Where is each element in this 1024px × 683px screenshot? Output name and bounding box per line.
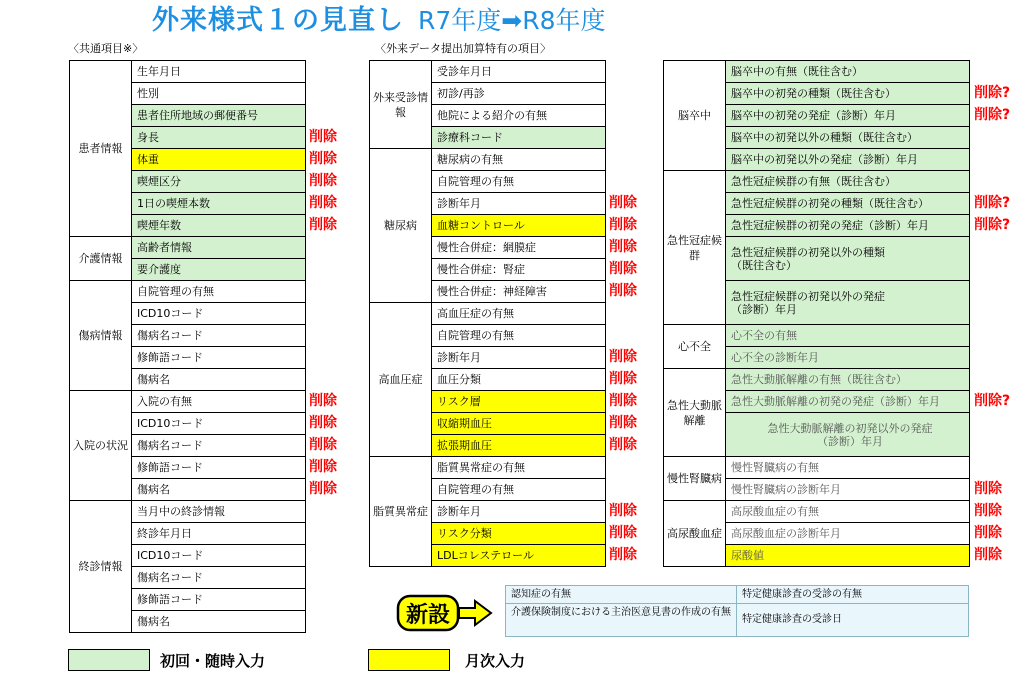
item-cell: 初診/再診 bbox=[432, 83, 606, 105]
table-row bbox=[70, 281, 306, 303]
table-row bbox=[370, 149, 606, 171]
table-row bbox=[370, 303, 606, 325]
item-cell: ICD10コード bbox=[132, 545, 306, 567]
common-items-table bbox=[69, 60, 306, 633]
delete-mark: 削除 bbox=[974, 481, 1002, 497]
category-cell: 心不全 bbox=[664, 325, 726, 369]
delete-mark: 削除 bbox=[609, 349, 637, 365]
item-cell: 修飾語コード bbox=[132, 457, 306, 479]
new-items-box bbox=[505, 585, 969, 637]
table-row bbox=[370, 61, 606, 83]
delete-mark: 削除 bbox=[609, 393, 637, 409]
item-cell: 1日の喫煙本数 bbox=[132, 193, 306, 215]
table-row bbox=[664, 369, 970, 391]
additional-items-table bbox=[369, 60, 606, 567]
item-cell: 急性冠症候群の初発以外の発症 （診断）年月 bbox=[726, 281, 970, 325]
item-cell: 要介護度 bbox=[132, 259, 306, 281]
delete-mark: 削除 bbox=[974, 503, 1002, 519]
item-cell: 体重 bbox=[132, 149, 306, 171]
title-sub: R7年度➡R8年度 bbox=[418, 6, 606, 35]
item-cell: 他院による紹介の有無 bbox=[432, 105, 606, 127]
category-cell: 終診情報 bbox=[70, 501, 132, 633]
item-cell: 修飾語コード bbox=[132, 589, 306, 611]
item-cell: 血糖コントロール bbox=[432, 215, 606, 237]
delete-mark: 削除 bbox=[309, 415, 337, 431]
legend-yellow-swatch bbox=[368, 649, 450, 671]
delete-mark: 削除? bbox=[974, 393, 1011, 409]
delete-mark: 削除 bbox=[609, 503, 637, 519]
new-badge bbox=[395, 592, 495, 636]
category-cell: 急性冠症候群 bbox=[664, 171, 726, 325]
delete-mark: 削除 bbox=[609, 239, 637, 255]
category-cell: 外来受診情報 bbox=[370, 61, 432, 149]
item-cell: 傷病名コード bbox=[132, 435, 306, 457]
item-cell: 脳卒中の有無（既往含む） bbox=[726, 61, 970, 83]
category-cell: 介護情報 bbox=[70, 237, 132, 281]
table-row bbox=[664, 171, 970, 193]
item-cell: 診断年月 bbox=[432, 501, 606, 523]
item-cell: 慢性合併症：腎症 bbox=[432, 259, 606, 281]
category-cell: 糖尿病 bbox=[370, 149, 432, 303]
item-cell: 傷病名 bbox=[132, 479, 306, 501]
item-cell: 急性大動脈解離の有無（既往含む） bbox=[726, 369, 970, 391]
item-cell: 喫煙年数 bbox=[132, 215, 306, 237]
delete-mark: 削除 bbox=[309, 151, 337, 167]
item-cell: 心不全の有無 bbox=[726, 325, 970, 347]
delete-mark: 削除 bbox=[609, 437, 637, 453]
category-cell: 脂質異常症 bbox=[370, 457, 432, 567]
item-cell: 入院の有無 bbox=[132, 391, 306, 413]
delete-mark: 削除 bbox=[609, 217, 637, 233]
item-cell: 急性大動脈解離の初発以外の発症 （診断）年月 bbox=[726, 413, 970, 457]
legend-yellow-label: 月次入力 bbox=[465, 652, 526, 670]
item-cell: 糖尿病の有無 bbox=[432, 149, 606, 171]
delete-mark: 削除 bbox=[974, 547, 1002, 563]
new-badge-text: 新設 bbox=[405, 603, 451, 628]
item-cell: 急性冠症候群の初発の種類（既往含む） bbox=[726, 193, 970, 215]
delete-mark: 削除 bbox=[309, 437, 337, 453]
item-cell: 傷病名 bbox=[132, 369, 306, 391]
delete-mark: 削除 bbox=[309, 129, 337, 145]
table-row bbox=[70, 501, 306, 523]
category-cell: 入院の状況 bbox=[70, 391, 132, 501]
item-cell: 脳卒中の初発の発症（診断）年月 bbox=[726, 105, 970, 127]
item-cell: 脂質異常症の有無 bbox=[432, 457, 606, 479]
table-row bbox=[664, 501, 970, 523]
item-cell: 拡張期血圧 bbox=[432, 435, 606, 457]
delete-mark: 削除 bbox=[609, 261, 637, 277]
delete-mark: 削除 bbox=[609, 525, 637, 541]
item-cell: 慢性合併症：神経障害 bbox=[432, 281, 606, 303]
item-cell: 自院管理の有無 bbox=[132, 281, 306, 303]
item-cell: 終診年月日 bbox=[132, 523, 306, 545]
delete-mark: 削除 bbox=[609, 283, 637, 299]
item-cell: 自院管理の有無 bbox=[432, 171, 606, 193]
item-cell: 診断年月 bbox=[432, 347, 606, 369]
delete-mark: 削除 bbox=[609, 415, 637, 431]
item-cell: 診断年月 bbox=[432, 193, 606, 215]
item-cell: 傷病名コード bbox=[132, 325, 306, 347]
item-cell: 脳卒中の初発以外の発症（診断）年月 bbox=[726, 149, 970, 171]
item-cell: 慢性腎臓病の有無 bbox=[726, 457, 970, 479]
disease-items-table bbox=[663, 60, 970, 567]
item-cell: ICD10コード bbox=[132, 413, 306, 435]
item-cell: 自院管理の有無 bbox=[432, 479, 606, 501]
title-main: 外来様式１の見直し bbox=[152, 5, 404, 36]
item-cell: 喫煙区分 bbox=[132, 171, 306, 193]
page-title bbox=[152, 4, 606, 38]
category-cell: 患者情報 bbox=[70, 61, 132, 237]
item-cell: 傷病名コード bbox=[132, 567, 306, 589]
table-row bbox=[664, 325, 970, 347]
item-cell: 診療科コード bbox=[432, 127, 606, 149]
delete-mark: 削除? bbox=[974, 107, 1011, 123]
item-cell: 慢性合併症：網膜症 bbox=[432, 237, 606, 259]
item-cell: 急性冠症候群の有無（既往含む） bbox=[726, 171, 970, 193]
item-cell: 当月中の終診情報 bbox=[132, 501, 306, 523]
item-cell: 修飾語コード bbox=[132, 347, 306, 369]
caption-additional: 〈外来データ提出加算特有の項目〉 bbox=[375, 42, 551, 55]
item-cell: 高血圧症の有無 bbox=[432, 303, 606, 325]
caption-common: 〈共通項目※〉 bbox=[68, 42, 144, 55]
item-cell: 受診年月日 bbox=[432, 61, 606, 83]
category-cell: 高尿酸血症 bbox=[664, 501, 726, 567]
table-row bbox=[70, 237, 306, 259]
delete-mark: 削除 bbox=[309, 459, 337, 475]
delete-mark: 削除 bbox=[609, 547, 637, 563]
table-row bbox=[70, 391, 306, 413]
legend-green-swatch bbox=[68, 649, 150, 671]
delete-mark: 削除 bbox=[309, 195, 337, 211]
legend-green-label: 初回・随時入力 bbox=[160, 652, 266, 670]
new-item-care-opinion: 介護保険制度における主治医意見書の作成の有無 bbox=[511, 607, 731, 618]
item-cell: 急性冠症候群の初発の発症（診断）年月 bbox=[726, 215, 970, 237]
category-cell: 急性大動脈解離 bbox=[664, 369, 726, 457]
new-item-checkup-date: 特定健康診査の受診日 bbox=[742, 614, 842, 625]
item-cell: 高尿酸血症の有無 bbox=[726, 501, 970, 523]
delete-mark: 削除 bbox=[309, 481, 337, 497]
delete-mark: 削除 bbox=[609, 371, 637, 387]
item-cell: 急性大動脈解離の初発の発症（診断）年月 bbox=[726, 391, 970, 413]
item-cell: 性別 bbox=[132, 83, 306, 105]
item-cell: 高尿酸血症の診断年月 bbox=[726, 523, 970, 545]
new-item-dementia: 認知症の有無 bbox=[511, 589, 571, 600]
delete-mark: 削除 bbox=[609, 195, 637, 211]
item-cell: 生年月日 bbox=[132, 61, 306, 83]
delete-mark: 削除 bbox=[309, 173, 337, 189]
delete-mark: 削除? bbox=[974, 217, 1011, 233]
item-cell: 脳卒中の初発の種類（既往含む） bbox=[726, 83, 970, 105]
item-cell: 尿酸値 bbox=[726, 545, 970, 567]
item-cell: 急性冠症候群の初発以外の種類 （既往含む） bbox=[726, 237, 970, 281]
item-cell: ICD10コード bbox=[132, 303, 306, 325]
table-row bbox=[664, 61, 970, 83]
delete-mark: 削除? bbox=[974, 195, 1011, 211]
category-cell: 傷病情報 bbox=[70, 281, 132, 391]
item-cell: 慢性腎臓病の診断年月 bbox=[726, 479, 970, 501]
item-cell: 脳卒中の初発以外の種類（既往含む） bbox=[726, 127, 970, 149]
item-cell: 心不全の診断年月 bbox=[726, 347, 970, 369]
table-row bbox=[370, 457, 606, 479]
item-cell: 収縮期血圧 bbox=[432, 413, 606, 435]
table-row bbox=[70, 61, 306, 83]
category-cell: 慢性腎臓病 bbox=[664, 457, 726, 501]
item-cell: 血圧分類 bbox=[432, 369, 606, 391]
item-cell: 身長 bbox=[132, 127, 306, 149]
category-cell: 脳卒中 bbox=[664, 61, 726, 171]
item-cell: 傷病名 bbox=[132, 611, 306, 633]
category-cell: 高血圧症 bbox=[370, 303, 432, 457]
right-arrow-icon bbox=[459, 601, 491, 625]
item-cell: 自院管理の有無 bbox=[432, 325, 606, 347]
delete-mark: 削除 bbox=[309, 217, 337, 233]
delete-mark: 削除? bbox=[974, 85, 1011, 101]
item-cell: 患者住所地域の郵便番号 bbox=[132, 105, 306, 127]
delete-mark: 削除 bbox=[974, 525, 1002, 541]
item-cell: LDLコレステロール bbox=[432, 545, 606, 567]
table-row bbox=[664, 457, 970, 479]
item-cell: リスク分類 bbox=[432, 523, 606, 545]
new-item-checkup: 特定健康診査の受診の有無 bbox=[742, 589, 862, 600]
item-cell: リスク層 bbox=[432, 391, 606, 413]
item-cell: 高齢者情報 bbox=[132, 237, 306, 259]
delete-mark: 削除 bbox=[309, 393, 337, 409]
